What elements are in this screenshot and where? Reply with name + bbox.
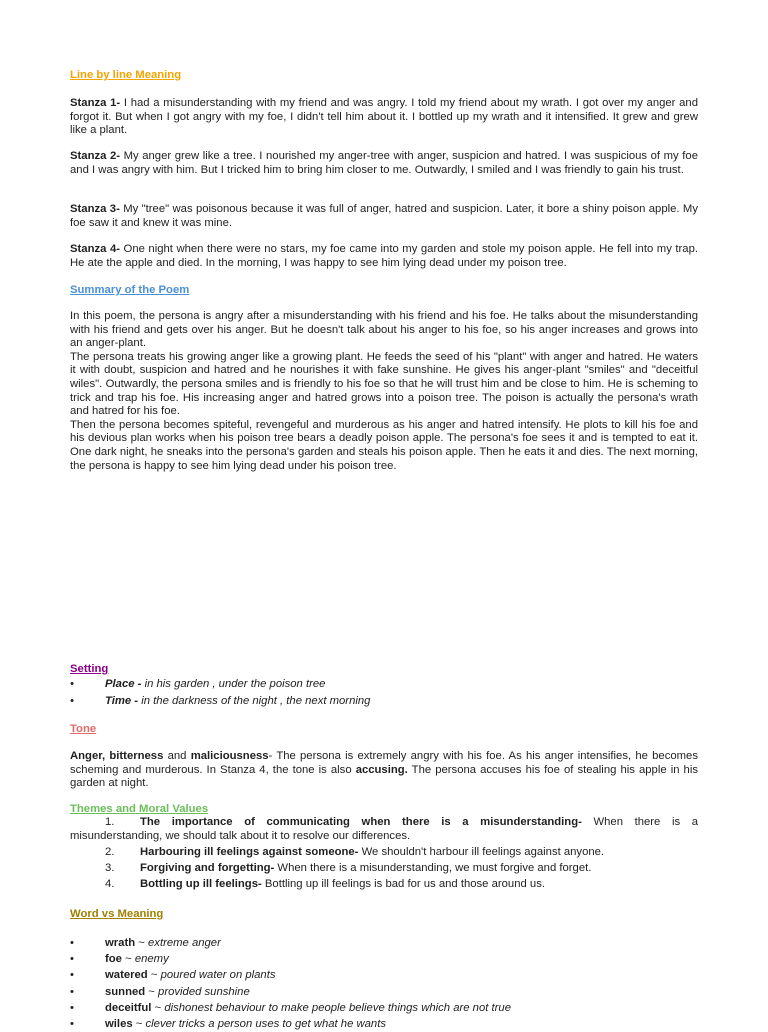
setting-item-place bbox=[70, 676, 698, 693]
word-meaning-heading: Word vs Meaning bbox=[70, 908, 164, 920]
word-meaning: dishonest behaviour to make people believe things which are not true bbox=[164, 1001, 511, 1014]
theme-4-text: Bottling up ill feelings is bad for us and those around us. bbox=[261, 878, 545, 891]
word-meaning: provided sunshine bbox=[158, 985, 250, 998]
word-sep: ~ bbox=[151, 1001, 165, 1014]
theme-2-number: 2. bbox=[105, 845, 115, 858]
line-by-line-heading: Line by line Meaning bbox=[70, 69, 182, 81]
word-term: wiles bbox=[105, 1018, 133, 1031]
theme-1-text-a: When there is a bbox=[581, 816, 698, 828]
word-meaning: poured water on plants bbox=[160, 969, 276, 982]
tone-bold-2: maliciousness bbox=[190, 750, 269, 762]
word-item-sunned bbox=[70, 984, 698, 1000]
word-item-wiles bbox=[70, 1016, 698, 1032]
tone-paragraph bbox=[70, 750, 698, 791]
theme-3-text: When there is a misunderstanding, we must forgive and forget. bbox=[274, 862, 592, 875]
word-term: foe bbox=[105, 953, 122, 966]
theme-2-text: We shouldn't harbour ill feelings against anyone. bbox=[358, 845, 605, 858]
stanza-4-paragraph bbox=[70, 243, 698, 270]
theme-item-1 bbox=[70, 816, 698, 830]
stanza-4-label: Stanza 4- bbox=[70, 243, 120, 255]
word-sep: ~ bbox=[147, 969, 161, 982]
word-sep: ~ bbox=[132, 1018, 146, 1031]
theme-item-1-cont: misunderstanding, we should talk about it to resolve our differences. bbox=[70, 829, 411, 842]
tone-text-2: - The persona is extremely angry with his foe. As his anger intensifies, he becomes scheming and murderous. In Stanza 4, the tone is also bbox=[70, 750, 698, 776]
word-term: wrath bbox=[105, 937, 136, 949]
stanza-3-text: My "tree" was poisonous because it was full of anger, hatred and suspicion. Later, it bore a shiny poison apple. My foe saw it and knew it was mine. bbox=[70, 203, 698, 229]
themes-heading: Themes and Moral Values bbox=[70, 803, 209, 815]
setting-item-time bbox=[70, 693, 698, 710]
setting-place-text: in his garden , under the poison tree bbox=[141, 678, 326, 690]
theme-3-number: 3. bbox=[105, 862, 115, 875]
theme-item-4 bbox=[70, 878, 698, 892]
tone-text-3: The persona accuses his foe of stealing his apple in his garden at night. bbox=[70, 763, 698, 790]
word-meaning: enemy bbox=[134, 953, 169, 966]
setting-time-text: in the darkness of the night , the next morning bbox=[138, 694, 371, 707]
stanza-2-text: My anger grew like a tree. I nourished my anger-tree with anger, suspicion and hatred. I was suspicious of my foe and I was angry with him. But I tricked him to bring him closer to me. Outwardly, I smiled and I was friendly to gain his trust. bbox=[70, 150, 698, 176]
word-meaning: extreme anger bbox=[148, 937, 221, 949]
stanza-3-paragraph bbox=[70, 203, 698, 230]
theme-3-label: Forgiving and forgetting- bbox=[140, 862, 275, 875]
theme-4-number: 4. bbox=[105, 878, 115, 891]
tone-text-1: and bbox=[163, 750, 191, 762]
summary-heading: Summary of the Poem bbox=[70, 284, 190, 296]
word-item-wrath bbox=[70, 935, 698, 951]
stanza-1-text: I had a misunderstanding with my friend and was angry. I told my friend about my wrath. I got over my anger and forgot it. But when I got angry with my foe, I didn't tell him about it. I bottled up my wrath and it intensified. It grew and grew like a plant. bbox=[70, 97, 698, 137]
word-sep: ~ bbox=[121, 953, 135, 966]
tone-heading: Tone bbox=[70, 723, 97, 735]
summary-paragraph-3: Then the persona becomes spiteful, revengeful and murderous as his anger and hatred intensify. He plots to kill his foe and his devious plan works when his poison tree bears a deadly poison apple. The persona's foe sees it and is tempted to eat it. One dark night, he sneaks into the persona's garden and steals his poison apple. Then he eats it and dies. The next morning, the persona is happy to see him lying dead under his poison tree. bbox=[70, 418, 698, 472]
theme-item-3 bbox=[70, 862, 698, 876]
theme-2-label: Harbouring ill feelings against someone- bbox=[140, 845, 359, 858]
word-meaning: clever tricks a person uses to get what he wants bbox=[145, 1018, 387, 1031]
word-item-deceitful bbox=[70, 1000, 698, 1016]
setting-list bbox=[70, 676, 698, 709]
word-item-foe bbox=[70, 951, 698, 967]
setting-time-label: Time - bbox=[105, 694, 139, 707]
tone-bold-1: Anger, bitterness bbox=[70, 750, 164, 762]
theme-1-label: The importance of communicating when there is a misunderstanding- bbox=[140, 816, 582, 828]
stanza-2-label: Stanza 2- bbox=[70, 150, 121, 162]
stanza-2-paragraph bbox=[70, 150, 698, 177]
word-sep: ~ bbox=[135, 937, 149, 949]
setting-heading: Setting bbox=[70, 663, 109, 675]
word-sep: ~ bbox=[145, 985, 159, 998]
word-meaning-list bbox=[70, 935, 698, 1032]
summary-body bbox=[70, 310, 698, 473]
word-term: sunned bbox=[105, 985, 146, 998]
stanza-1-paragraph bbox=[70, 97, 698, 138]
summary-paragraph-1: In this poem, the persona is angry after a misunderstanding with his friend and his foe. He talks about the misunderstanding with his friend and gets over his anger. But he doesn't talk about his anger to his foe, so his anger increases and grows into an anger-plant. bbox=[70, 310, 698, 350]
themes-list bbox=[70, 816, 698, 892]
stanza-3-label: Stanza 3- bbox=[70, 203, 120, 215]
theme-1-number: 1. bbox=[105, 816, 115, 828]
word-term: watered bbox=[105, 969, 148, 982]
stanza-4-text: One night when there were no stars, my foe came into my garden and stole my poison apple. He fell into my trap. He ate the apple and died. In the morning, I was happy to see him lying dead under my poison tree. bbox=[70, 243, 698, 269]
summary-paragraph-2: The persona treats his growing anger like a growing plant. He feeds the seed of his "plant" with anger and hatred. He waters it with doubt, suspicion and hatred and he nourishes it with fake sunshine. He gives his anger-plant "smiles" and "deceitful wiles". Outwardly, the persona smiles and is friendly to his foe so that he will trust him and be close to him. He is scheming to trick and trap his foe. His increasing anger and hatred grows into a poison tree. The poison is actually the persona's wrath and hatred for his foe. bbox=[70, 350, 698, 418]
theme-item-2 bbox=[70, 846, 698, 860]
stanza-1-label: Stanza 1- bbox=[70, 97, 121, 109]
word-item-watered bbox=[70, 967, 698, 983]
theme-4-label: Bottling up ill feelings- bbox=[140, 878, 262, 891]
setting-place-label: Place - bbox=[105, 678, 142, 690]
word-term: deceitful bbox=[105, 1001, 152, 1014]
tone-bold-3: accusing. bbox=[355, 763, 408, 776]
